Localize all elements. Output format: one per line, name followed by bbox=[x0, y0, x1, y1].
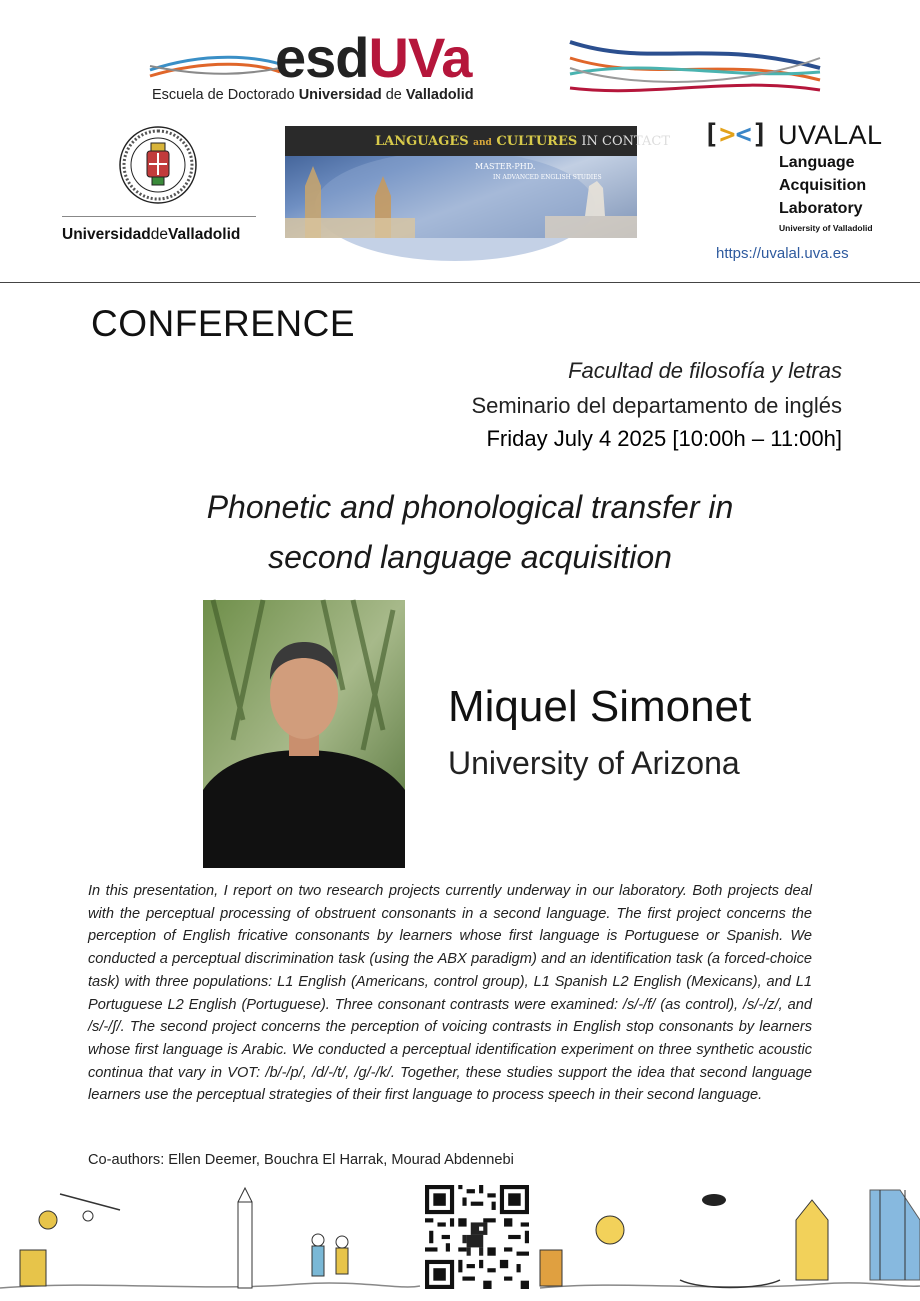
university-seal-icon bbox=[118, 125, 198, 205]
event-venue: Facultad de filosofía y letras bbox=[568, 358, 842, 383]
uvalal-line-laboratory: Laboratory bbox=[779, 200, 863, 217]
banner-word-languages: LANGUAGES bbox=[375, 134, 469, 149]
uva-name-bold: Valladolid bbox=[167, 226, 241, 243]
uvalal-line-acquisition: Acquisition bbox=[779, 177, 867, 194]
speaker-affiliation: University of Arizona bbox=[448, 745, 740, 781]
banner-subtitle-1: MASTER-PHD. bbox=[475, 162, 536, 171]
uvalal-line-language: Language bbox=[779, 154, 855, 171]
speaker-photo bbox=[203, 600, 405, 868]
coauthors-line: Co-authors: Ellen Deemer, Bouchra El Harrak, Mourad Abdennebi bbox=[88, 1152, 514, 1168]
esd-subtitle-part: de bbox=[381, 87, 406, 103]
event-seminar: Seminario del departamento de inglés bbox=[471, 393, 842, 418]
uvalal-arrow-lt: < bbox=[735, 119, 752, 150]
uvalal-bracket-open: [ bbox=[703, 119, 720, 150]
talk-title-line-1: Phonetic and phonological transfer in bbox=[206, 489, 734, 525]
talk-title bbox=[80, 482, 860, 582]
uvalal-name: UVALAL bbox=[778, 120, 883, 150]
uva-name bbox=[62, 226, 240, 244]
banner-word-contact: IN CONTACT bbox=[577, 134, 670, 149]
banner-amp: and bbox=[473, 138, 492, 148]
uvalal-url-link[interactable]: https://uvalal.uva.es bbox=[716, 245, 849, 262]
header-divider bbox=[0, 282, 920, 283]
uva-text: UVa bbox=[368, 26, 472, 89]
event-type-heading: CONFERENCE bbox=[91, 303, 356, 344]
banner-title bbox=[375, 134, 670, 149]
qr-code-icon[interactable] bbox=[425, 1185, 529, 1289]
uvalal-arrow-gt: > bbox=[719, 119, 736, 150]
banner-subtitle-2: IN ADVANCED ENGLISH STUDIES bbox=[493, 174, 602, 181]
uvalal-university: University of Valladolid bbox=[779, 223, 873, 233]
uva-divider bbox=[62, 216, 256, 217]
speaker-name: Miquel Simonet bbox=[448, 682, 752, 731]
languages-cultures-banner bbox=[285, 126, 670, 238]
esd-subtitle-bold: Universidad bbox=[298, 87, 382, 103]
uvalal-bracket-logo bbox=[703, 118, 768, 152]
talk-title-line-2: second language acquisition bbox=[268, 539, 672, 575]
uvalal-bracket-close: ] bbox=[751, 119, 769, 150]
esd-subtitle-bold: Valladolid bbox=[405, 87, 474, 103]
banner-word-cultures: CULTURES bbox=[496, 134, 578, 149]
esd-subtitle-part: Escuela de Doctorado bbox=[152, 87, 299, 103]
esd-uva-wordmark bbox=[275, 28, 471, 88]
esd-subtitle bbox=[152, 87, 474, 103]
event-datetime: Friday July 4 2025 [10:00h – 11:00h] bbox=[486, 426, 842, 451]
abstract-paragraph: In this presentation, I report on two research projects currently underway in our laboratory. Both projects deal with the perceptual processing of obstruent consonants in a second language. The first project concerns the perception of English fricative consonants by learners whose first language is Portuguese or Spanish. We conducted a perceptual discrimination task (using the ABX paradigm) and an identification task (a forced-choice task) with three populations: L1 English (Americans, control group), L1 Spanish L2 English (Mexicans), and L1 Portuguese L2 English (Portuguese). Three consonant contrasts were examined: /s/-/f/ (as control), /s/-/z/, and /s/-/ʃ/. The second project concerns the perception of voicing contrasts in English stop consonants by learners whose first language is Arabic. We conducted a perceptual identification experiment on three synthetic acoustic continua that vary in VOT: /b/-/p/, /d/-/t/, /g/-/k/. Together, these studies support the idea that second language learners use the perceptual strategies of their first language to process speech in their second language. bbox=[88, 883, 812, 1104]
esd-text: esd bbox=[275, 26, 369, 89]
uva-name-plain: de bbox=[150, 226, 168, 243]
uva-name-bold: Universidad bbox=[62, 226, 151, 243]
